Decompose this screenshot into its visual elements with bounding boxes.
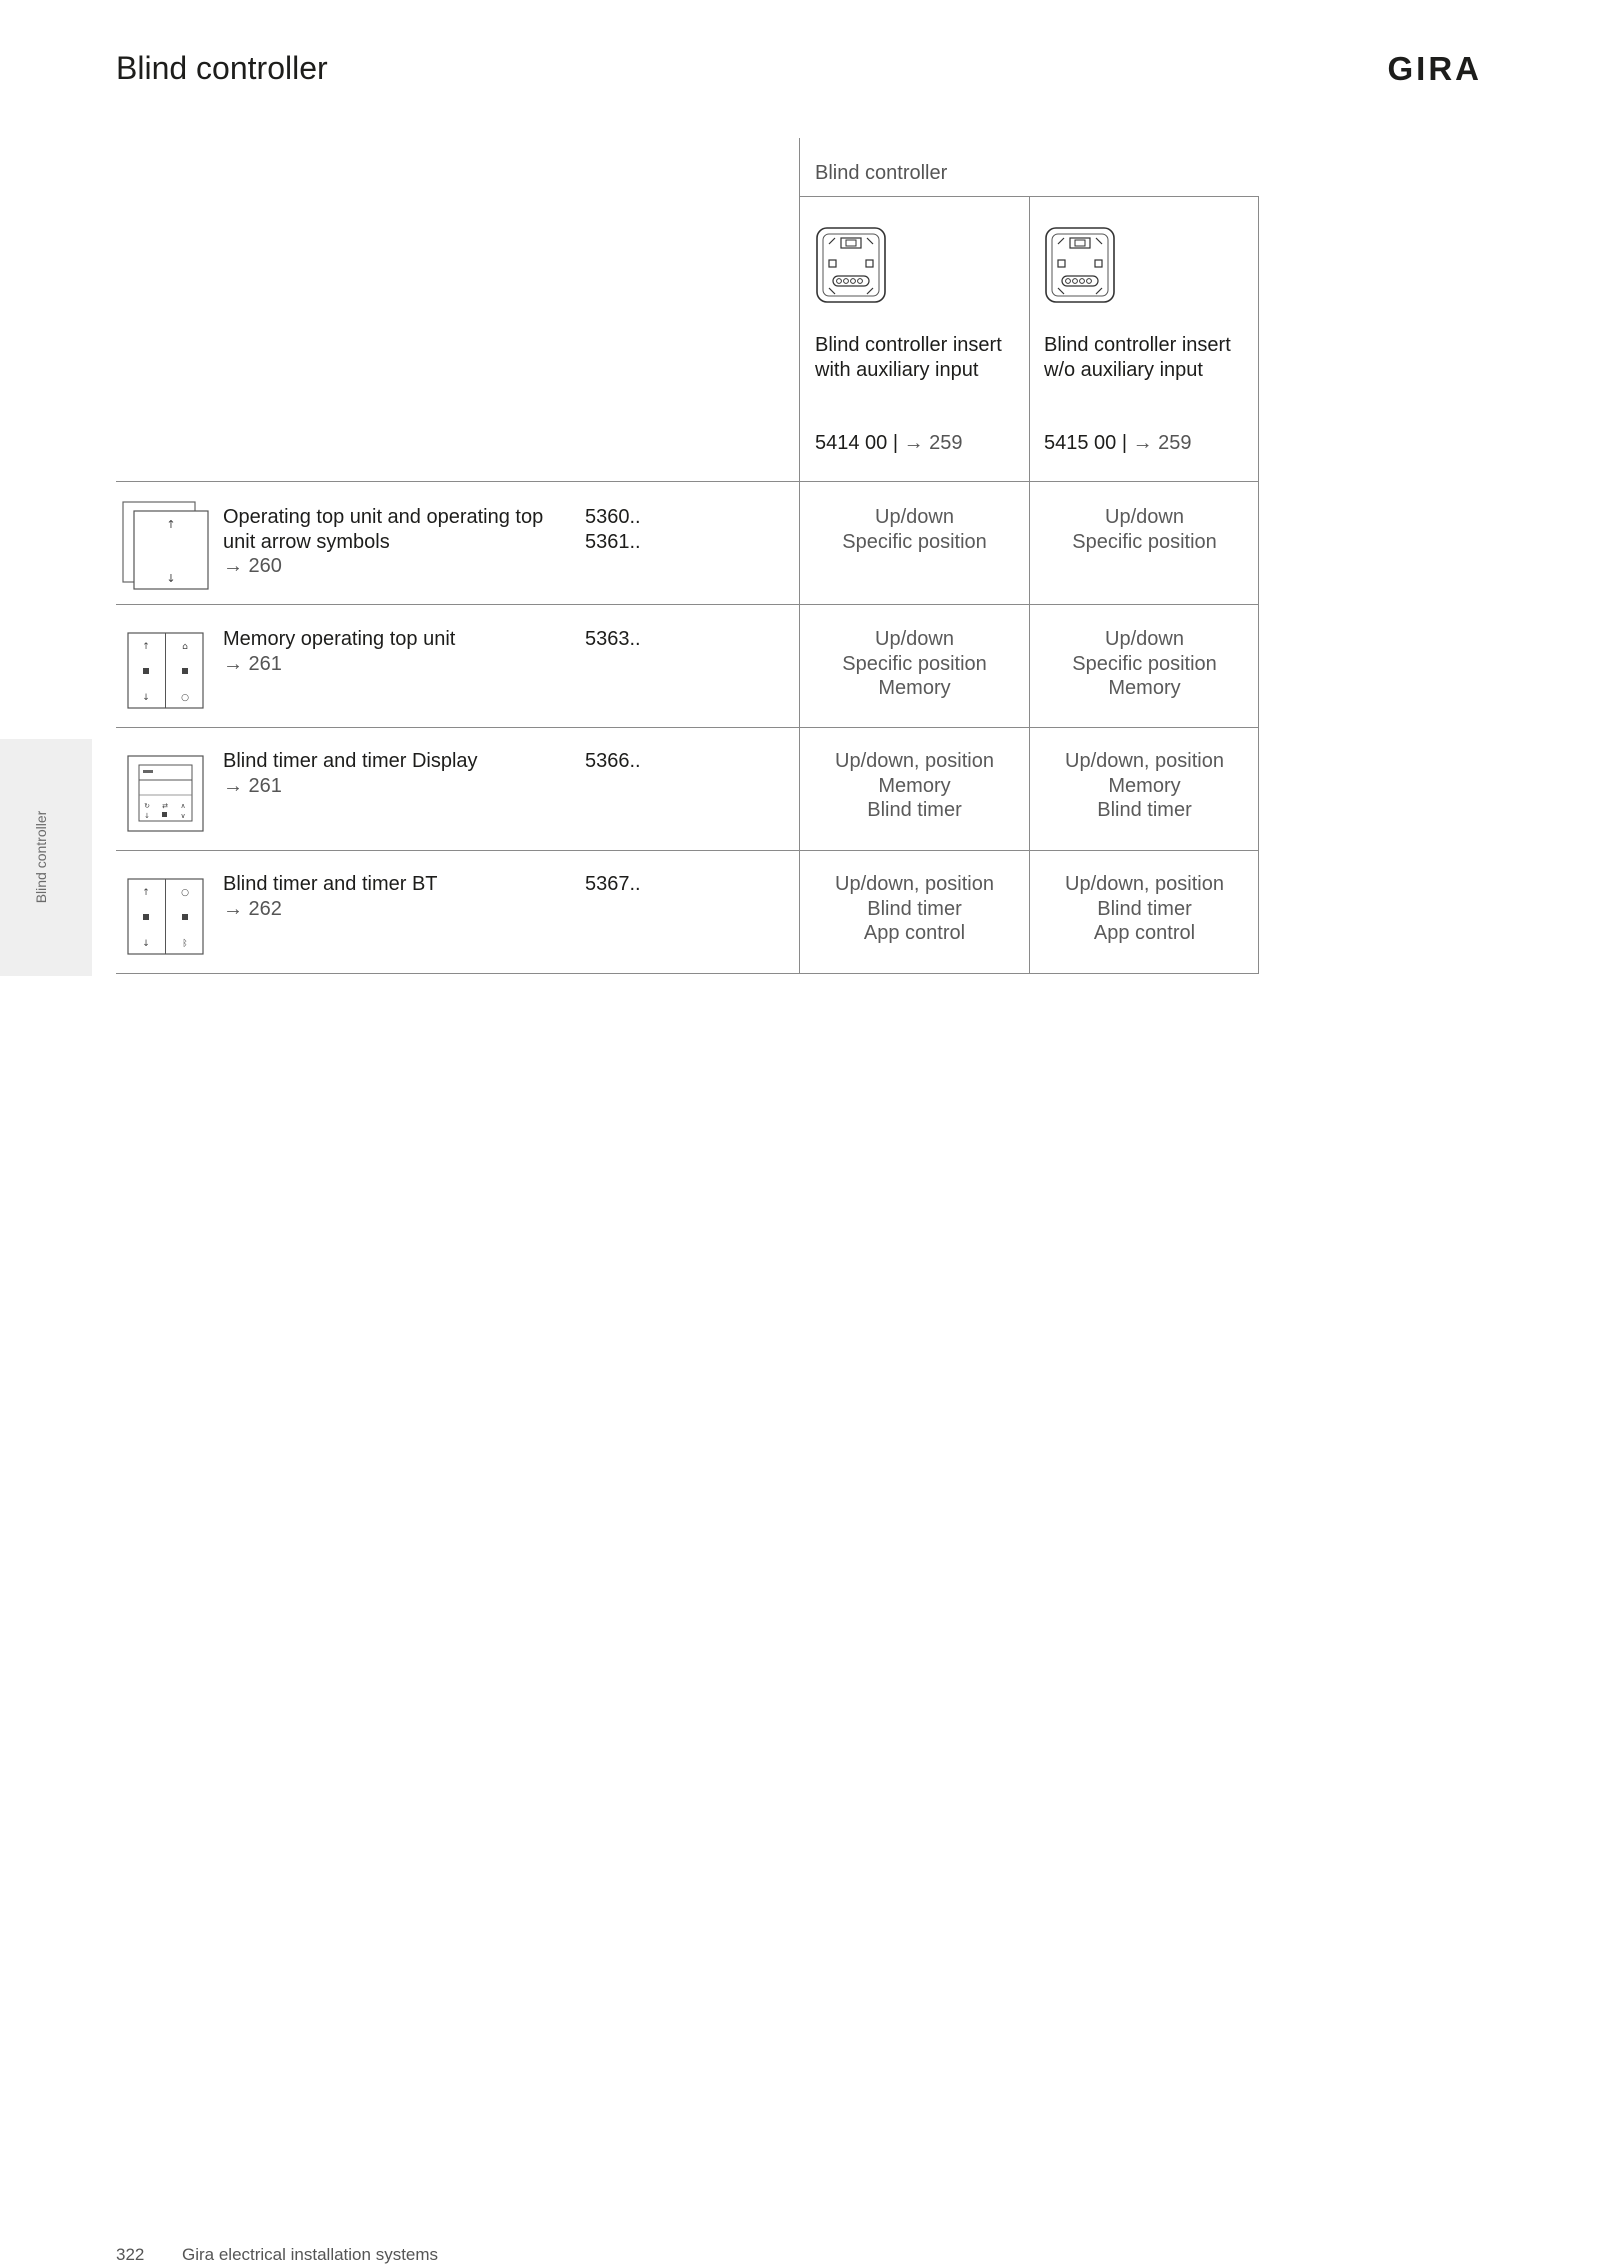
product-number	[815, 431, 963, 456]
row-divider	[799, 196, 1259, 197]
feature-cell: Up/down, position Memory Blind timer	[1065, 750, 1224, 821]
article-code: 5363..	[585, 628, 641, 650]
page-reference: → 260	[223, 555, 282, 577]
svg-text:ᛒ: ᛒ	[182, 939, 188, 949]
svg-text:↓: ↓	[166, 572, 176, 585]
product-number	[1044, 431, 1192, 456]
svg-text:↑: ↑	[142, 888, 150, 898]
row-divider	[116, 604, 1259, 605]
side-tab-label: Blind controller	[33, 810, 49, 904]
page-reference: → 261	[223, 774, 282, 797]
product-article-number: 5415 00 |	[1044, 432, 1128, 454]
blind-insert-icon	[1044, 226, 1116, 304]
svg-text:↑: ↑	[142, 642, 150, 652]
article-code: 5360.. 5361..	[585, 506, 641, 553]
feature-cell: Up/down Specific position Memory	[842, 628, 987, 699]
row-product-name: Blind timer and timer BT → 262	[223, 872, 573, 921]
svg-text:∨: ∨	[180, 812, 186, 820]
svg-text:↓: ↓	[144, 812, 150, 820]
page-number: 322	[116, 2245, 145, 2264]
row-product-name: Blind timer and timer Display → 261	[223, 749, 573, 798]
product-name: Blind controller insert with auxiliary input	[815, 334, 1002, 381]
feature-cell: Up/down Specific position	[1072, 506, 1217, 553]
publication-title: Gira electrical installation systems	[182, 2245, 439, 2264]
row-product-name: Memory operating top unit → 261	[223, 627, 573, 676]
memory-top-unit-icon	[127, 632, 204, 709]
column-divider	[799, 138, 800, 974]
page-reference: → 262	[223, 897, 282, 920]
row-divider	[116, 481, 1259, 482]
feature-cell: Up/down, position Memory Blind timer	[835, 750, 994, 821]
article-code: 5366..	[585, 750, 641, 772]
row-product-name: Operating top unit and operating top unit arrow symbols → 260	[223, 505, 573, 579]
svg-text:↻: ↻	[144, 802, 150, 810]
feature-cell: Up/down Specific position	[842, 506, 987, 553]
column-divider	[1029, 196, 1030, 974]
row-divider	[116, 727, 1259, 728]
feature-cell: Up/down Specific position Memory	[1072, 628, 1217, 699]
product-name: Blind controller insert w/o auxiliary input	[1044, 334, 1231, 381]
page-title: Blind controller	[116, 50, 328, 86]
svg-text:↓: ↓	[142, 693, 150, 703]
page-reference: → 259	[1132, 432, 1192, 454]
svg-text:○: ○	[181, 693, 189, 703]
feature-cell: Up/down, position Blind timer App control	[835, 873, 994, 944]
feature-cell: Up/down, position Blind timer App control	[1065, 873, 1224, 944]
svg-text:↑: ↑	[166, 518, 176, 531]
svg-text:○: ○	[181, 888, 189, 898]
gira-logo: GIRA	[1387, 50, 1482, 87]
blind-insert-icon	[815, 226, 887, 304]
product-article-number: 5414 00 |	[815, 432, 899, 454]
timer-bt-icon	[127, 878, 204, 955]
page-reference: → 261	[223, 652, 282, 675]
svg-text:∧: ∧	[180, 802, 186, 810]
article-code: 5367..	[585, 873, 641, 895]
row-divider	[116, 973, 1259, 974]
column-divider	[1258, 196, 1259, 974]
svg-text:↓: ↓	[142, 939, 150, 949]
timer-display-icon	[127, 755, 204, 832]
arrow-top-unit-icon	[122, 501, 214, 591]
column-group-header: Blind controller	[815, 162, 948, 184]
page-reference: → 259	[903, 432, 963, 454]
svg-text:⌂: ⌂	[182, 642, 188, 652]
svg-text:⇄: ⇄	[162, 802, 168, 810]
row-divider	[116, 850, 1259, 851]
